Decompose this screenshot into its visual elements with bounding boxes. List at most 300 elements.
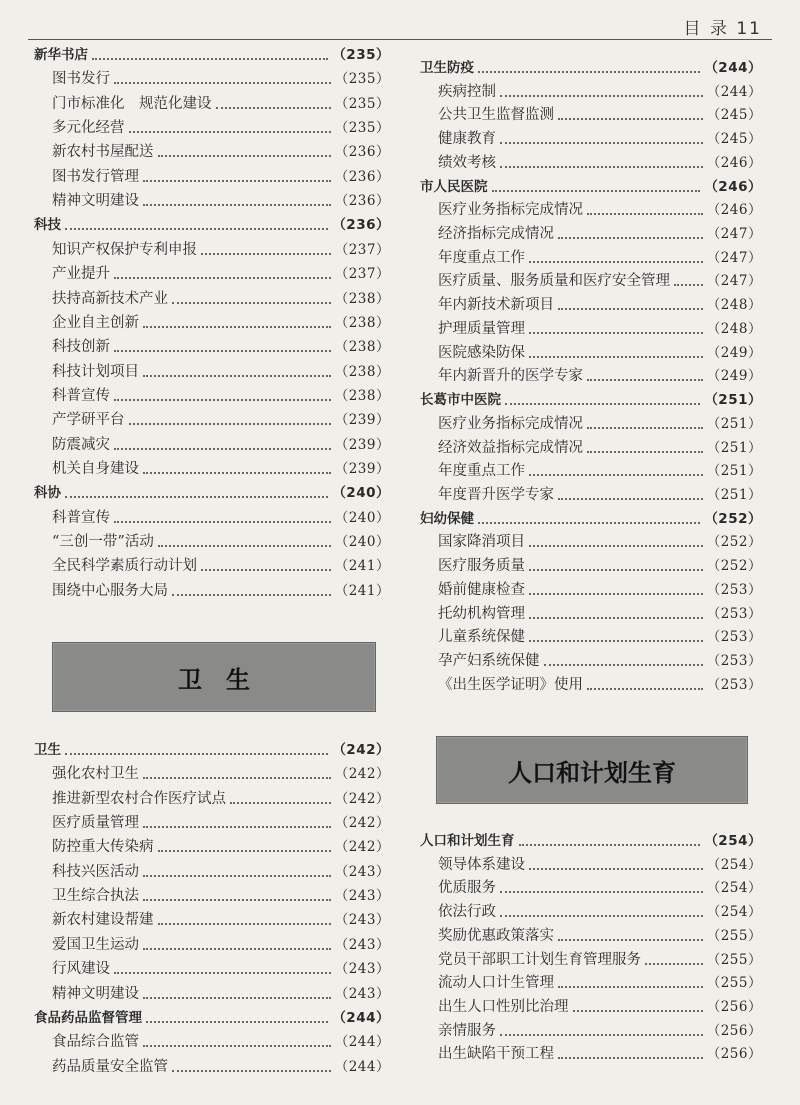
toc-page-number: （254） <box>706 856 762 873</box>
toc-entry-title: 医疗业务指标完成情况 <box>438 202 583 219</box>
toc-entry[interactable] <box>34 958 390 981</box>
toc-entry[interactable] <box>420 247 762 270</box>
toc-entry-title: 经济指标完成情况 <box>438 226 554 243</box>
toc-entry[interactable] <box>34 409 390 432</box>
dot-leader <box>129 130 331 133</box>
toc-page-number: （238） <box>334 363 390 380</box>
dot-leader <box>529 355 703 358</box>
dot-leader <box>172 301 331 304</box>
toc-entry[interactable] <box>420 555 762 578</box>
toc-entry-title: 托幼机构管理 <box>438 605 525 622</box>
toc-page-number: （240） <box>332 485 390 502</box>
toc-entry-title: 年度重点工作 <box>438 249 525 266</box>
toc-entry-title: 医疗服务质量 <box>438 558 525 575</box>
toc-entry-title: 科技 <box>34 217 61 234</box>
toc-page-number: （242） <box>334 839 390 856</box>
dot-leader <box>114 447 331 450</box>
toc-entry[interactable] <box>34 836 390 859</box>
toc-entry[interactable] <box>420 270 762 293</box>
toc-page-number: （236） <box>332 217 390 234</box>
dot-leader <box>529 544 703 547</box>
toc-entry[interactable] <box>420 413 762 436</box>
toc-page-number: （237） <box>334 241 390 258</box>
toc-page-number: （252） <box>704 510 762 527</box>
toc-entry-title: 强化农村卫生 <box>52 766 139 783</box>
dot-leader <box>65 227 328 230</box>
toc-entry[interactable] <box>34 361 390 384</box>
dot-leader <box>500 141 703 144</box>
toc-entry-title: 孕产妇系统保健 <box>438 653 540 669</box>
toc-entry[interactable] <box>34 141 390 164</box>
toc-page-number: （243） <box>334 863 390 880</box>
toc-entry[interactable] <box>420 925 762 948</box>
toc-page-number: （244） <box>706 83 762 100</box>
toc-page-number: （244） <box>332 1009 390 1026</box>
toc-page-number: （242） <box>332 742 390 758</box>
dot-leader <box>230 801 331 804</box>
toc-entry-title: 围绕中心服务大局 <box>52 582 168 599</box>
toc-page-number: （242） <box>334 815 390 832</box>
toc-entry[interactable] <box>420 104 762 127</box>
toc-page-number: （238） <box>334 339 390 356</box>
toc-entry-title: 婚前健康检查 <box>438 581 525 598</box>
toc-entry[interactable] <box>420 199 762 222</box>
toc-page-number: （235） <box>334 120 390 137</box>
dot-leader <box>143 776 331 779</box>
toc-entry-title: 科技计划项目 <box>52 363 139 380</box>
toc-page-number: （247） <box>706 249 762 266</box>
toc-entry-title: 精神文明建设 <box>52 985 139 1002</box>
toc-page-number: （238） <box>334 387 390 404</box>
toc-section-entry[interactable] <box>420 389 762 412</box>
toc-page-number: （241） <box>334 558 390 575</box>
toc-entry-title: 产业提升 <box>52 266 110 283</box>
header-rule <box>28 39 772 40</box>
toc-entry[interactable] <box>420 294 762 317</box>
toc-page-number: （235） <box>332 47 390 63</box>
toc-page-number: （249） <box>706 344 762 361</box>
toc-entry-title: 卫生防疫 <box>420 60 474 76</box>
toc-page-number: （239） <box>334 436 390 453</box>
dot-leader <box>143 898 331 901</box>
toc-page-number: （253） <box>706 581 762 598</box>
dot-leader <box>492 189 701 192</box>
dot-leader <box>216 106 331 109</box>
toc-page-number: （251） <box>706 439 762 456</box>
toc-page-number: （252） <box>706 534 762 551</box>
dot-leader <box>587 378 703 381</box>
section-heading: 卫 生 <box>178 665 250 694</box>
dot-leader <box>500 890 703 893</box>
toc-entry-title: 防控重大传染病 <box>52 839 154 856</box>
dot-leader <box>529 867 703 870</box>
toc-section-entry[interactable] <box>34 44 390 67</box>
toc-section-entry[interactable] <box>34 739 390 762</box>
dot-leader <box>114 971 331 974</box>
dot-leader <box>558 1056 703 1059</box>
dot-leader <box>143 179 331 182</box>
page-header <box>0 0 800 39</box>
section-heading-box-right <box>436 736 748 804</box>
dot-leader <box>558 985 703 988</box>
dot-leader <box>519 843 701 846</box>
dot-leader <box>143 471 331 474</box>
toc-section-entry[interactable] <box>420 508 762 531</box>
dot-leader <box>529 616 703 619</box>
section-heading: 人口和计划生育 <box>508 758 676 787</box>
toc-entry[interactable] <box>34 934 390 957</box>
toc-entry[interactable] <box>420 223 762 246</box>
dot-leader <box>478 70 700 73</box>
toc-entry-title: 图书发行管理 <box>52 168 139 185</box>
dot-leader <box>143 325 331 328</box>
toc-page-number: （251） <box>706 415 762 432</box>
dot-leader <box>201 568 331 571</box>
toc-entry-title: 科普宣传 <box>52 509 110 526</box>
toc-entry[interactable] <box>420 949 762 972</box>
toc-entry[interactable] <box>34 166 390 189</box>
toc-entry[interactable] <box>420 342 762 365</box>
toc-entry[interactable] <box>420 579 762 602</box>
toc-entry-title: 推进新型农村合作医疗试点 <box>52 790 226 807</box>
toc-entry-title: 亲情服务 <box>438 1022 496 1039</box>
toc-entry-title: 企业自主创新 <box>52 314 139 331</box>
toc-entry[interactable] <box>420 626 762 649</box>
toc-entry-title: 新农村建设帮建 <box>52 912 154 929</box>
toc-page-number: （251） <box>706 486 762 503</box>
toc-page-number: （255） <box>706 927 762 944</box>
toc-entry-title: 国家降消项目 <box>438 534 525 551</box>
toc-entry[interactable] <box>420 603 762 626</box>
dot-leader <box>529 260 703 263</box>
dot-leader <box>500 165 703 168</box>
dot-leader <box>158 154 331 157</box>
dot-leader <box>129 422 331 425</box>
toc-entry[interactable] <box>420 972 762 995</box>
dot-leader <box>143 947 331 950</box>
dot-leader <box>529 473 703 476</box>
dot-leader <box>587 687 703 690</box>
toc-entry-title: 科协 <box>34 485 61 502</box>
toc-entry[interactable] <box>34 1031 390 1054</box>
toc-entry[interactable] <box>34 763 390 786</box>
toc-page-number: （254） <box>706 880 762 897</box>
toc-page-number: （242） <box>334 766 390 783</box>
toc-entry[interactable] <box>34 68 390 91</box>
toc-page-number: （243） <box>334 888 390 905</box>
toc-entry-title: 优质服务 <box>438 880 496 897</box>
toc-entry-title: 妇幼保健 <box>420 510 474 527</box>
toc-page-number: （243） <box>334 912 390 929</box>
dot-leader <box>114 81 331 84</box>
toc-entry-title: 公共卫生监督监测 <box>438 107 554 124</box>
toc-entry[interactable] <box>34 812 390 835</box>
toc-entry[interactable] <box>420 484 762 507</box>
dot-leader <box>544 663 703 666</box>
dot-leader <box>172 1069 331 1072</box>
toc-entry[interactable] <box>34 1056 390 1079</box>
dot-leader <box>172 593 331 596</box>
toc-page-number: （247） <box>706 226 762 243</box>
toc-page-number: （239） <box>334 460 390 477</box>
toc-entry-title: 图书发行 <box>52 71 110 88</box>
toc-entry[interactable] <box>420 901 762 924</box>
dot-leader <box>65 495 328 498</box>
dot-leader <box>558 497 703 500</box>
toc-page-number: （256） <box>706 999 762 1016</box>
toc-entry-title: 疾病控制 <box>438 83 496 100</box>
dot-leader <box>114 276 331 279</box>
dot-leader <box>158 922 331 925</box>
toc-page-number: （246） <box>706 154 762 171</box>
toc-entry[interactable] <box>34 239 390 262</box>
toc-entry[interactable] <box>420 81 762 104</box>
toc-entry-title: 年内新技术新项目 <box>438 297 554 314</box>
dot-leader <box>558 938 703 941</box>
toc-entry[interactable] <box>420 318 762 341</box>
dot-leader <box>558 307 703 310</box>
dot-leader <box>65 752 328 755</box>
dot-leader <box>143 374 331 377</box>
dot-leader <box>674 283 703 286</box>
toc-entry-title: 多元化经营 <box>52 120 125 137</box>
toc-section-entry[interactable] <box>34 482 390 505</box>
toc-page-number: （253） <box>706 629 762 646</box>
toc-entry-title: 扶持高新技术产业 <box>52 290 168 307</box>
dot-leader <box>587 450 703 453</box>
toc-page-number: （236） <box>334 193 390 210</box>
toc-entry[interactable] <box>34 434 390 457</box>
toc-entry[interactable] <box>34 885 390 908</box>
dot-leader <box>587 212 703 215</box>
toc-entry-title: 出生缺陷干预工程 <box>438 1046 554 1063</box>
toc-page-number: （248） <box>706 320 762 337</box>
dot-leader <box>114 520 331 523</box>
toc-entry-title: 药品质量安全监管 <box>52 1058 168 1075</box>
toc-page-number: （248） <box>706 297 762 314</box>
toc-page-number: （246） <box>706 202 762 219</box>
toc-entry[interactable] <box>420 152 762 175</box>
dot-leader <box>143 996 331 999</box>
toc-page-number: （254） <box>704 833 762 849</box>
toc-entry-title: 领导体系建设 <box>438 856 525 873</box>
toc-entry[interactable] <box>34 909 390 932</box>
toc-page-number: （253） <box>706 676 762 693</box>
toc-entry-title: 卫生 <box>34 742 61 758</box>
toc-entry-title: 《出生医学证明》使用 <box>438 676 583 693</box>
dot-leader <box>478 521 700 524</box>
section-heading-box-left <box>52 642 376 712</box>
toc-entry-title: 新华书店 <box>34 47 88 63</box>
toc-page-number: （244） <box>704 60 762 76</box>
toc-entry[interactable] <box>420 650 762 673</box>
toc-entry-title: 精神文明建设 <box>52 193 139 210</box>
toc-page-number: （244） <box>334 1034 390 1051</box>
dot-leader <box>158 544 331 547</box>
dot-leader <box>529 568 703 571</box>
toc-entry-title: 医疗质量管理 <box>52 815 139 832</box>
toc-entry-title: 奖励优惠政策落实 <box>438 927 554 944</box>
running-header: 目 录 11 <box>683 19 762 39</box>
toc-page-number: （249） <box>706 368 762 385</box>
toc-page-number: （255） <box>706 951 762 968</box>
toc-entry[interactable] <box>34 861 390 884</box>
toc-entry-title: 年度晋升医学专家 <box>438 486 554 503</box>
toc-entry[interactable] <box>34 507 390 530</box>
toc-page-number: （239） <box>334 412 390 429</box>
dot-leader <box>146 1020 328 1023</box>
toc-entry-title: 科技创新 <box>52 339 110 356</box>
toc-entry[interactable] <box>34 312 390 335</box>
dot-leader <box>587 426 703 429</box>
dot-leader <box>158 849 331 852</box>
toc-page-number: （254） <box>706 904 762 921</box>
toc-entry-title: 食品药品监督管理 <box>34 1009 142 1026</box>
toc-entry[interactable] <box>34 93 390 116</box>
toc-entry[interactable] <box>34 555 390 578</box>
toc-page-number: （235） <box>334 71 390 88</box>
toc-entry-title: 行风建设 <box>52 961 110 978</box>
toc-section-entry[interactable] <box>420 830 762 853</box>
toc-entry-title: “三创一带”活动 <box>52 534 154 550</box>
toc-entry[interactable] <box>34 288 390 311</box>
toc-section-entry[interactable] <box>420 57 762 80</box>
toc-page-number: （238） <box>334 314 390 331</box>
dot-leader <box>558 236 703 239</box>
toc-entry-title: 市人民医院 <box>420 178 488 195</box>
toc-page-number: （247） <box>706 273 762 290</box>
toc-entry-title: 门市标准化 规范化建设 <box>52 95 212 112</box>
toc-entry[interactable] <box>34 531 390 554</box>
dot-leader <box>529 592 703 595</box>
toc-page-number: （253） <box>706 653 762 669</box>
toc-entry-title: 党员干部职工计划生育管理服务 <box>438 951 641 968</box>
dot-leader <box>92 57 328 60</box>
toc-page-number: （252） <box>706 558 762 575</box>
toc-entry[interactable] <box>420 365 762 388</box>
toc-entry[interactable] <box>420 437 762 460</box>
toc-entry-title: 机关自身建设 <box>52 460 139 477</box>
toc-page-number: （241） <box>334 582 390 599</box>
toc-entry-title: 人口和计划生育 <box>420 833 515 849</box>
toc-entry-title: 全民科学素质行动计划 <box>52 558 197 575</box>
toc-section-entry[interactable] <box>34 1007 390 1030</box>
toc-entry[interactable] <box>420 877 762 900</box>
toc-page-number: （237） <box>334 266 390 283</box>
dot-leader <box>500 914 703 917</box>
toc-entry-title: 科普宣传 <box>52 387 110 404</box>
toc-page-number: （251） <box>704 392 762 409</box>
toc-entry-title: 经济效益指标完成情况 <box>438 439 583 456</box>
dot-leader <box>143 203 331 206</box>
toc-entry-title: 科技兴医活动 <box>52 863 139 880</box>
toc-entry-title: 儿童系统保健 <box>438 629 525 646</box>
dot-leader <box>500 94 703 97</box>
dot-leader <box>114 349 331 352</box>
toc-entry[interactable] <box>34 983 390 1006</box>
dot-leader <box>143 874 331 877</box>
dot-leader <box>573 1009 703 1012</box>
toc-entry-title: 爱国卫生运动 <box>52 936 139 953</box>
toc-page-number: （243） <box>334 936 390 953</box>
dot-leader <box>558 117 703 120</box>
toc-entry-title: 产学研平台 <box>52 412 125 429</box>
toc-entry[interactable] <box>420 996 762 1019</box>
toc-page-number: （245） <box>706 107 762 124</box>
toc-page-number: （256） <box>706 1046 762 1063</box>
toc-entry[interactable] <box>420 1043 762 1066</box>
dot-leader <box>645 962 703 965</box>
dot-leader <box>505 402 700 405</box>
toc-page-number: （255） <box>706 975 762 992</box>
dot-leader <box>529 639 703 642</box>
dot-leader <box>114 398 331 401</box>
toc-section-entry[interactable] <box>34 214 390 237</box>
toc-entry[interactable] <box>34 263 390 286</box>
toc-entry[interactable] <box>34 385 390 408</box>
dot-leader <box>143 825 331 828</box>
toc-entry-title: 流动人口计生管理 <box>438 975 554 992</box>
toc-page-number: （245） <box>706 131 762 148</box>
toc-entry-title: 防震减灾 <box>52 436 110 453</box>
dot-leader <box>500 1033 703 1036</box>
toc-entry[interactable] <box>420 1020 762 1043</box>
toc-page-number: （256） <box>706 1022 762 1039</box>
toc-page-number: （251） <box>706 463 762 480</box>
toc-entry[interactable] <box>420 460 762 483</box>
toc-page-number: （243） <box>334 985 390 1002</box>
toc-entry-title: 年内新晋升的医学专家 <box>438 368 583 385</box>
toc-entry[interactable] <box>34 788 390 811</box>
toc-page-number: （242） <box>334 790 390 807</box>
toc-page-number: （243） <box>334 961 390 978</box>
toc-entry-title: 医疗业务指标完成情况 <box>438 415 583 432</box>
toc-entry[interactable] <box>34 190 390 213</box>
dot-leader <box>529 331 703 334</box>
toc-page-number: （240） <box>334 509 390 526</box>
dot-leader <box>143 1044 331 1047</box>
toc-section-entry[interactable] <box>420 176 762 199</box>
toc-entry[interactable] <box>34 117 390 140</box>
toc-entry-title: 年度重点工作 <box>438 463 525 480</box>
toc-entry-title: 医院感染防保 <box>438 344 525 361</box>
toc-entry-title: 健康教育 <box>438 131 496 148</box>
toc-page-number: （235） <box>334 95 390 112</box>
toc-entry-title: 卫生综合执法 <box>52 888 139 905</box>
toc-page-number: （246） <box>704 178 762 195</box>
toc-page-number: （236） <box>334 144 390 161</box>
toc-page-number: （236） <box>334 168 390 185</box>
toc-entry[interactable] <box>420 531 762 554</box>
toc-page-number: （244） <box>334 1058 390 1075</box>
toc-page-number: （240） <box>334 534 390 550</box>
toc-entry-title: 知识产权保护专利申报 <box>52 241 197 258</box>
toc-entry[interactable] <box>34 458 390 481</box>
toc-entry[interactable] <box>34 580 390 603</box>
toc-entry-title: 食品综合监管 <box>52 1034 139 1051</box>
toc-entry-title: 医疗质量、服务质量和医疗安全管理 <box>438 273 670 290</box>
toc-entry[interactable] <box>420 128 762 151</box>
toc-page-number: （238） <box>334 290 390 307</box>
dot-leader <box>201 252 331 255</box>
toc-entry-title: 绩效考核 <box>438 154 496 171</box>
toc-entry-title: 护理质量管理 <box>438 320 525 337</box>
toc-entry-title: 出生人口性别比治理 <box>438 999 569 1016</box>
toc-entry[interactable] <box>420 674 762 697</box>
toc-entry[interactable] <box>34 336 390 359</box>
toc-entry[interactable] <box>420 854 762 877</box>
toc-entry-title: 新农村书屋配送 <box>52 144 154 161</box>
